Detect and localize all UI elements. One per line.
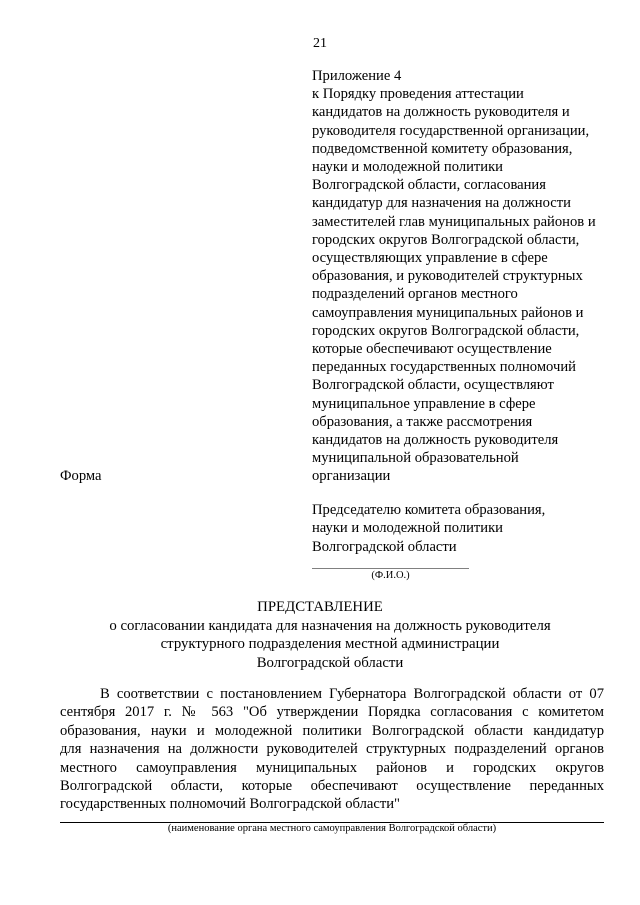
- subtitle-line: о согласовании кандидата для назначения на должность руководителя: [109, 618, 551, 634]
- appendix-line: организации: [312, 468, 391, 485]
- appendix-line: науки и молодежной политики: [312, 159, 503, 176]
- appendix-line: муниципальное управление в сфере: [312, 395, 536, 412]
- form-label: Форма: [60, 468, 102, 484]
- document-subtitle: [60, 617, 600, 672]
- appendix-line: кандидатов на должность руководителя: [312, 432, 559, 449]
- appendix-line: самоуправления муниципальных районов и: [312, 304, 584, 321]
- appendix-line: городских округов Волгоградской области,: [312, 231, 580, 248]
- appendix-line: к Порядку проведения аттестации: [312, 86, 524, 103]
- fio-underline: [312, 568, 469, 569]
- body-line: местного самоуправления муниципальных районов и городских округов: [60, 759, 604, 776]
- subtitle-line: структурного подразделения местной администрации: [160, 636, 500, 653]
- appendix-line: подведомственной комитету образования,: [312, 140, 573, 157]
- body-line: образования, науки и молодежной политики Волгоградской области кандидатур: [60, 722, 604, 739]
- body-paragraph: [60, 685, 604, 814]
- appendix-line: муниципальной образовательной: [312, 450, 519, 467]
- appendix-line: Волгоградской области, согласования: [312, 177, 546, 194]
- addressee-line: Волгоградской области: [312, 538, 457, 555]
- body-line: Волгоградской области, которые обеспечивают осуществление переданных: [60, 778, 604, 795]
- appendix-line: кандидатов на должность руководителя и: [312, 104, 570, 121]
- addressee-line: науки и молодежной политики: [312, 520, 503, 537]
- subtitle-line: Волгоградской области: [256, 654, 404, 671]
- body-line: для назначения на должности руководителей структурных подразделений органов: [60, 741, 604, 758]
- document-title: ПРЕДСТАВЛЕНИЕ: [257, 599, 383, 615]
- appendix-line: образования, и руководителей структурных: [312, 268, 583, 285]
- fio-caption: (Ф.И.О.): [371, 570, 410, 581]
- body-line: государственных полномочий Волгоградской области": [60, 796, 400, 813]
- appendix-line: подразделений органов местного: [312, 286, 518, 303]
- appendix-line: образования, а также рассмотрения: [312, 413, 533, 430]
- appendix-line: осуществляющих управление в сфере: [312, 250, 548, 267]
- appendix-line: кандидатур для назначения на должности: [312, 195, 571, 212]
- appendix-header: [312, 67, 622, 486]
- appendix-line: Волгоградской области, осуществляют: [312, 377, 554, 394]
- appendix-line: городских округов Волгоградской области,: [312, 322, 580, 339]
- appendix-line: которые обеспечивают осуществление: [312, 341, 552, 358]
- page-number: 21: [313, 36, 327, 51]
- body-line: В соответствии с постановлением Губернатора Волгоградской области от 07: [100, 686, 604, 702]
- appendix-line: переданных государственных полномочий: [312, 359, 576, 376]
- addressee-line: Председателю комитета образования,: [312, 502, 546, 518]
- appendix-line: заместителей глав муниципальных районов и: [312, 213, 596, 230]
- organ-name-caption: (наименование органа местного самоуправления Волгоградской области): [167, 823, 497, 834]
- appendix-line: руководителя государственной организации,: [312, 122, 590, 139]
- appendix-line: Приложение 4: [312, 68, 402, 84]
- body-line: сентября 2017 г. № 563 "Об утверждении Порядка согласования с комитетом: [60, 704, 604, 721]
- addressee-block: [312, 501, 622, 556]
